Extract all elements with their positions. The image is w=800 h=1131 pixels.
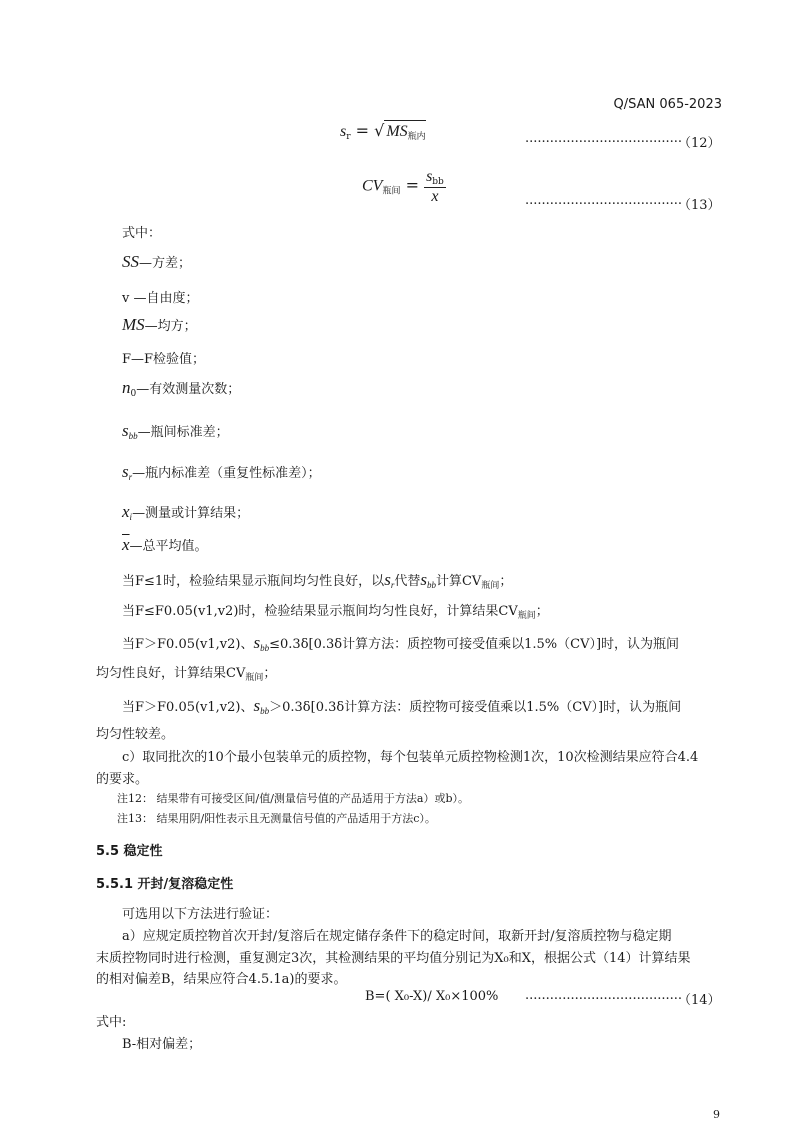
p3-sbb: s xyxy=(253,633,261,652)
defs-intro: 式中： xyxy=(122,226,162,241)
para-f-gt-good-l2 xyxy=(96,662,276,683)
eq14-number: （14） xyxy=(678,993,721,1008)
eq13-lhs: CV xyxy=(362,177,383,195)
p2-sub: 瓶间 xyxy=(517,611,536,621)
xbar-text: —总平均值。 xyxy=(129,539,208,554)
n0-text: —有效测量次数； xyxy=(136,382,241,397)
eq12-ms-sub: 瓶内 xyxy=(407,132,426,142)
v-text: —自由度； xyxy=(133,291,199,306)
xbar-symbol: $\overline{x}$ xyxy=(122,535,130,554)
p2-end: ； xyxy=(535,604,549,619)
p1-sr: s xyxy=(384,570,391,589)
xi-text: —测量或计算结果； xyxy=(132,506,250,521)
eq12-ms: MS xyxy=(386,123,408,140)
ss-text: —方差； xyxy=(139,256,192,271)
p4-a: 当F＞F0.05(v1,v2)、 xyxy=(122,700,254,715)
equation-14: B=( X₀-X)/ X₀×100% xyxy=(365,989,499,1004)
sqrt-sign: √ xyxy=(374,121,385,140)
body-l2: a）应规定质控物首次开封/复溶后在规定储存条件下的稳定时间，取新开封/复溶质控物与稳定期 xyxy=(122,929,672,944)
p3-l2-sub: 瓶间 xyxy=(245,673,264,683)
p3-b: ≤0.3δ[0.3δ计算方法：质控物可接受值乘以1.5%（CV）]时，认为瓶间 xyxy=(269,637,680,652)
p4-sbb-sub: bb xyxy=(260,706,270,716)
eq13-fraction xyxy=(424,166,446,206)
ms-symbol: MS xyxy=(122,315,145,334)
eq12-number: （12） xyxy=(678,136,721,151)
p1-end: ； xyxy=(499,574,513,589)
eq12-leader: ...................................... xyxy=(525,131,683,146)
eq12-lhs-sub: r xyxy=(346,132,351,142)
para-f-gt-good-l1 xyxy=(122,633,679,653)
eq12-lhs: s xyxy=(340,123,347,140)
def-sr xyxy=(122,462,321,482)
eq13-num: s xyxy=(426,168,433,185)
note-12: 注12： 结果带有可接受区间/值/测量信号值的产品适用于方法a）或b）。 xyxy=(117,792,470,805)
sbb-symbol: s xyxy=(122,421,129,440)
para-f-gt-poor-l2: 均匀性较差。 xyxy=(96,727,175,742)
p3-sbb-sub: bb xyxy=(260,643,270,653)
sr-sub: r xyxy=(128,472,133,482)
eq13-number: （13） xyxy=(678,198,721,213)
p3-l2-end: ； xyxy=(263,666,277,681)
eq13-lhs-sub: 瓶间 xyxy=(382,186,401,197)
para-f-le-f005 xyxy=(122,600,549,621)
para-f-le-1 xyxy=(122,570,512,591)
p1-c: 计算CV xyxy=(435,574,482,589)
ms-text: —均方； xyxy=(144,319,197,334)
xi-sub: i xyxy=(129,512,133,522)
section-5-5: 5.5 稳定性 xyxy=(96,844,163,859)
def-n0 xyxy=(122,378,240,399)
equation-12 xyxy=(340,120,426,142)
page-number: 9 xyxy=(713,1108,720,1121)
document-code: Q/SAN 065-2023 xyxy=(613,97,722,112)
n0-symbol: n xyxy=(122,378,131,397)
section-5-5-1: 5.5.1 开封/复溶稳定性 xyxy=(96,877,234,892)
para-c-l1: c）取同批次的10个最小包装单元的质控物，每个包装单元质控物检测1次，10次检测结果应符合4.4 xyxy=(122,750,699,765)
p1-sbb: s xyxy=(420,570,427,589)
p4-sbb: s xyxy=(253,696,261,715)
para-f-gt-poor-l1 xyxy=(122,696,681,716)
p1-sr-sub: r xyxy=(390,580,395,590)
def-v xyxy=(122,287,199,306)
n0-sub: 0 xyxy=(130,389,137,399)
sr-symbol: s xyxy=(122,462,129,481)
p2: 当F≤F0.05(v1,v2)时，检验结果显示瓶间均匀性良好，计算结果CV xyxy=(122,604,518,619)
body-l4: 的相对偏差B，结果应符合4.5.1a)的要求。 xyxy=(96,972,347,987)
def-xi xyxy=(122,502,249,522)
def-ss xyxy=(122,252,191,272)
def-sbb xyxy=(122,421,229,441)
xi-symbol: x xyxy=(122,502,130,521)
eq12-equals: = xyxy=(355,121,370,140)
sbb-sub: bb xyxy=(128,431,138,441)
eq13-equals: = xyxy=(405,175,419,195)
eq13-den: x xyxy=(431,188,439,205)
p3-a: 当F＞F0.05(v1,v2)、 xyxy=(122,637,254,652)
ss-symbol: SS xyxy=(122,252,139,271)
eq13-num-sub: bb xyxy=(432,177,444,187)
v-symbol: v xyxy=(122,291,130,306)
body-l3: 末质控物同时进行检测，重复测定3次，其检测结果的平均值分别记为X₀和X，根据公式（14）计算结果 xyxy=(96,951,691,966)
para-c-l2: 的要求。 xyxy=(96,772,149,787)
body-l1: 可选用以下方法进行验证： xyxy=(122,907,279,922)
def-f: F—F检验值； xyxy=(122,352,206,367)
p3-l2: 均匀性良好，计算结果CV xyxy=(96,666,246,681)
p4-b: ＞0.3δ[0.3δ计算方法：质控物可接受值乘以1.5%（CV）]时，认为瓶间 xyxy=(269,700,682,715)
def-ms xyxy=(122,315,197,335)
sr-text: —瓶内标准差（重复性标准差）； xyxy=(132,466,321,481)
p1-b: 代替 xyxy=(394,574,421,589)
body-l5: 式中: xyxy=(96,1015,127,1030)
eq14-leader: ...................................... xyxy=(525,988,683,1003)
p1-c-sub: 瓶间 xyxy=(481,581,500,591)
def-xbar xyxy=(122,535,208,555)
eq13-leader: ...................................... xyxy=(525,193,683,208)
body-l6: B-相对偏差； xyxy=(122,1037,202,1052)
note-13: 注13： 结果用阴/阳性表示且无测量信号值的产品适用于方法c）。 xyxy=(117,812,436,825)
equation-13 xyxy=(362,166,446,206)
p1-a: 当F≤1时，检验结果显示瓶间均匀性良好，以 xyxy=(122,574,385,589)
p1-sbb-sub: bb xyxy=(426,580,436,590)
eq12-radicand xyxy=(384,120,425,142)
sbb-text: —瓶间标准差； xyxy=(137,425,229,440)
